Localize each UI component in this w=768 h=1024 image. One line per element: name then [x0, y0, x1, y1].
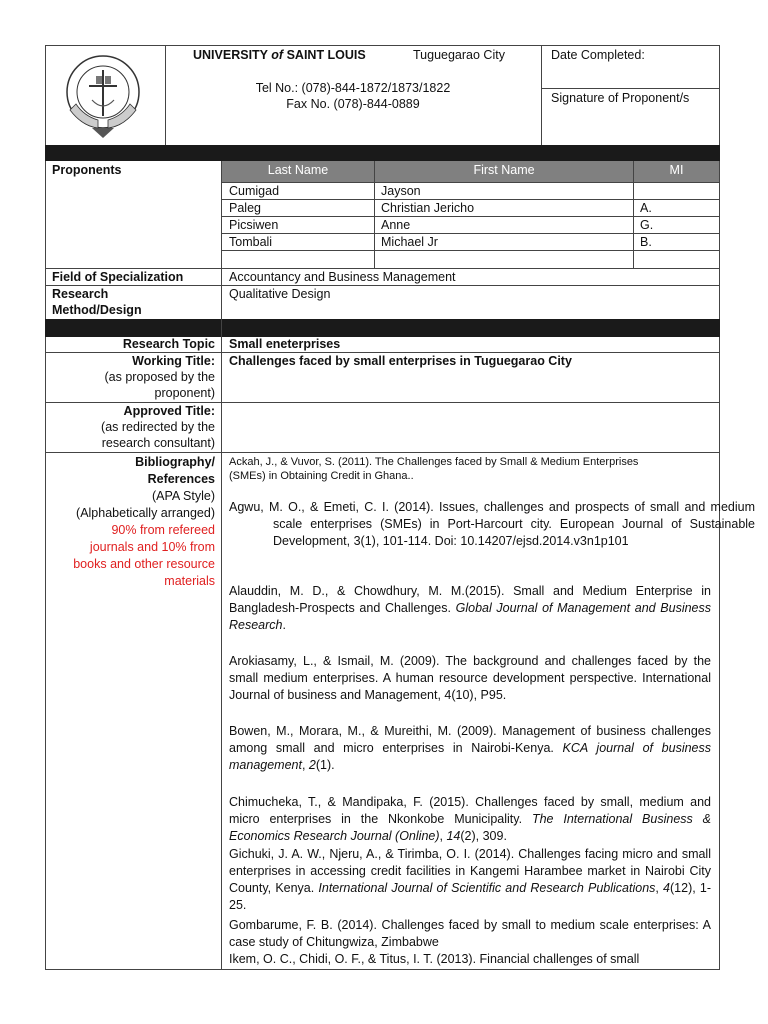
apa-style-note: (APA Style) — [152, 489, 215, 503]
reference-entry: Ikem, O. C., Chidi, O. F., & Titus, I. T. (2013). Financial challenges of small — [229, 952, 640, 966]
source-requirement-note: journals and 10% from — [89, 540, 215, 554]
reference-entry: Chimucheka, T., & Mandipaka, F. (2015). Challenges faced by small, medium and micro enterprises in the Nkonkobe Municipality. The International Business & Economics Research Journal (Online), 14(2), 309. — [229, 795, 711, 843]
proponent-first-name: Jayson — [381, 184, 421, 198]
signature-label: Signature of Proponent/s — [551, 91, 690, 105]
proponent-last-name: Picsiwen — [229, 218, 279, 232]
reference-entry: Gombarume, F. B. (2014). Challenges faced by small to medium scale enterprises: A case study of Chitungwiza, Zimbabwe — [229, 918, 711, 949]
reference-entry: Bowen, M., Morara, M., & Mureithi, M. (2009). Management of business challenges among small and micro enterprises in Nairobi-Kenya. KCA journal of business management, 2(1). — [229, 724, 711, 772]
proponents-label: Proponents — [52, 163, 122, 177]
university-seal-logo — [62, 50, 144, 140]
proponent-mi: B. — [640, 235, 652, 249]
approved-title-note-2: research consultant) — [101, 436, 215, 450]
working-title-note-2: proponent) — [154, 386, 215, 400]
university-of: of — [271, 48, 284, 62]
method-value: Qualitative Design — [229, 287, 331, 301]
section-divider-bar — [45, 319, 720, 337]
source-requirement-note: 90% from refereed — [111, 523, 215, 537]
proponent-mi: A. — [640, 201, 652, 215]
proponent-last-name: Cumigad — [229, 184, 280, 198]
bibliography-label: Bibliography/ — [135, 455, 215, 469]
reference-entry: Alauddin, M. D., & Chowdhury, M. M.(2015). Small and Medium Enterprise in Bangladesh-Prospects and Challenges. Global Journal of Management and Business Research. — [229, 584, 711, 632]
proponent-last-name: Paleg — [229, 201, 261, 215]
working-title-label: Working Title: — [132, 354, 215, 368]
col-mi: MI — [669, 163, 684, 177]
field-label: Field of Specialization — [52, 270, 184, 284]
reference-entry: Ackah, J., & Vuvor, S. (2011). The Challenges faced by Small & Medium Enterprises — [229, 456, 639, 468]
fax-number: Fax No. (078)-844-0889 — [286, 97, 420, 111]
section-divider-bar — [45, 145, 720, 161]
proponent-first-name: Anne — [381, 218, 411, 232]
proponent-last-name: Tombali — [229, 235, 273, 249]
approved-title-note: (as redirected by the — [101, 420, 215, 434]
proponent-first-name: Christian Jericho — [381, 201, 475, 215]
proponent-mi: G. — [640, 218, 654, 232]
references-label: References — [147, 472, 215, 486]
col-last-name: Last Name — [267, 163, 329, 177]
university-name: UNIVERSITY — [193, 48, 268, 62]
reference-entry: Agwu, M. O., & Emeti, C. I. (2014). Issues, challenges and prospects of small and medium scale enterprises (SMEs) in Port-Harcourt city. European Journal of Sustainable Development, 3(1), 101-114. Doi: 10.14207/ejsd.2014.v3n1p101 — [229, 500, 755, 548]
reference-entry: Gichuki, J. A. W., Njeru, A., & Tirimba, O. I. (2014). Challenges facing micro and small enterprises in accessing credit facilities in Kangemi Harambee market in Nairobi City County, Kenya. International Journal of Scientific and Research Publications, 4(12), 1-25. — [229, 847, 711, 912]
topic-value: Small eneterprises — [229, 337, 341, 351]
method-label-2: Method/Design — [52, 303, 142, 317]
field-value: Accountancy and Business Management — [229, 270, 456, 284]
date-completed-label: Date Completed: — [551, 48, 645, 62]
source-requirement-note: materials — [164, 574, 215, 588]
source-requirement-note: books and other resource — [73, 557, 215, 571]
reference-entry: Arokiasamy, L., & Ismail, M. (2009). The background and challenges faced by the small medium enterprises. A human resource development perspective. International Journal of business and Management, 4(10), P95. — [229, 654, 711, 702]
approved-title-label: Approved Title: — [123, 404, 215, 418]
topic-label: Research Topic — [122, 337, 215, 351]
working-title-value: Challenges faced by small enterprises in Tuguegarao City — [229, 354, 572, 368]
working-title-note: (as proposed by the — [104, 370, 215, 384]
tel-number: Tel No.: (078)-844-1872/1873/1822 — [255, 81, 451, 95]
arranged-note: (Alphabetically arranged) — [76, 506, 215, 520]
university-saint: SAINT LOUIS — [286, 48, 366, 62]
proponent-first-name: Michael Jr — [381, 235, 438, 249]
reference-entry-cont: (SMEs) in Obtaining Credit in Ghana.. — [229, 470, 414, 482]
university-city: Tuguegarao City — [413, 48, 505, 62]
method-label: Research — [52, 287, 109, 301]
col-first-name: First Name — [473, 163, 535, 177]
